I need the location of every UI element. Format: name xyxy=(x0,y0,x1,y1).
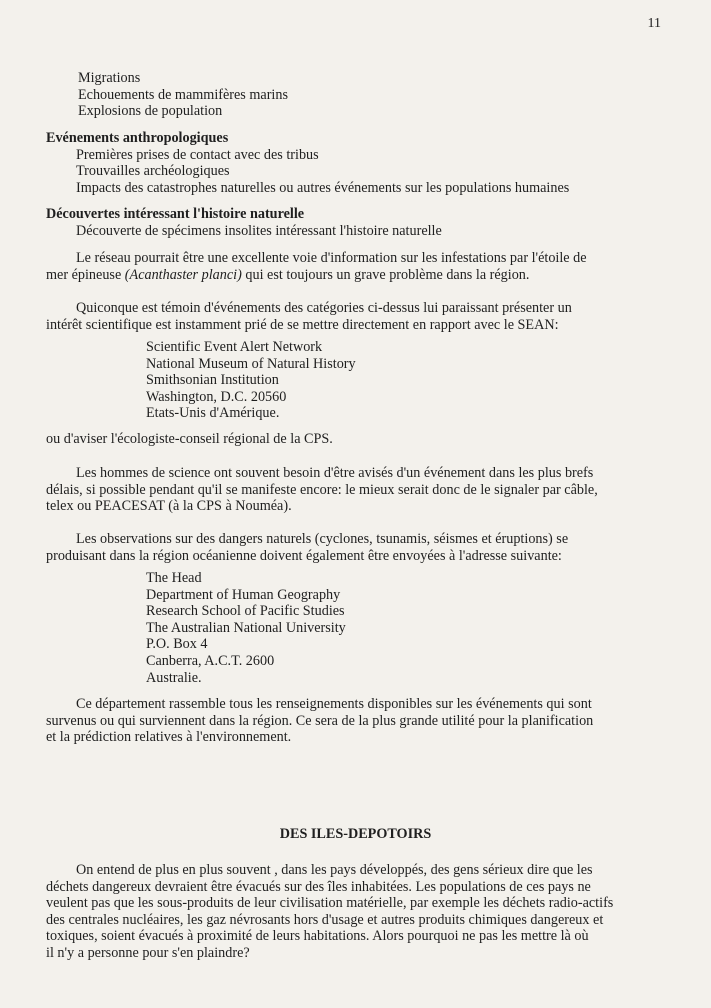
address-line: The Head xyxy=(146,570,202,586)
paragraph-line: telex ou PEACESAT (à la CPS à Nouméa). xyxy=(46,498,292,515)
list-item: Migrations xyxy=(78,70,141,86)
anthro-heading: Evénements anthropologiques xyxy=(46,130,229,146)
list-item: Trouvailles archéologiques xyxy=(76,163,230,180)
paragraph-line: intérêt scientifique est instamment prié de se mettre directement en rapport avec le SEAN: xyxy=(46,316,559,333)
paragraph-line: veulent pas que les sous-produits de leur civilisation matérielle, par exemple les déchets radio-actifs xyxy=(46,895,614,912)
address-line: Etats-Unis d'Amérique. xyxy=(146,405,280,422)
paragraph-line: il n'y a personne pour s'en plaindre? xyxy=(46,944,250,961)
address-line: P.O. Box 4 xyxy=(146,636,208,653)
list-item: Découverte de spécimens insolites intéressant l'histoire naturelle xyxy=(76,222,442,239)
paragraph-line: On entend de plus en plus souvent , dans les pays développés, des gens sérieux dire que les xyxy=(76,862,593,878)
paragraph-line: Le réseau pourrait être une excellente voie d'information sur les infestations par l'étoile de xyxy=(76,250,587,266)
address-line: National Museum of Natural History xyxy=(146,355,356,372)
address-line: Scientific Event Alert Network xyxy=(146,339,323,355)
address-line: Research School of Pacific Studies xyxy=(146,603,345,620)
address-line: Australie. xyxy=(146,669,202,686)
paragraph-line: délais, si possible pendant qu'il se manifeste encore: le mieux serait donc de le signaler par câble, xyxy=(46,481,598,498)
list-item: Echouements de mammifères marins xyxy=(78,86,288,103)
address-line: Washington, D.C. 20560 xyxy=(146,388,287,405)
ecologist-line: ou d'aviser l'écologiste-conseil régional de la CPS. xyxy=(46,431,333,447)
list-item: Explosions de population xyxy=(78,103,223,120)
anu-address xyxy=(146,570,346,686)
paragraph-line: Les observations sur des dangers naturels (cyclones, tsunamis, séismes et éruptions) se xyxy=(76,531,569,547)
paragraph-line: toxiques, soient évacués à proximité de leurs habitations. Alors pourquoi ne pas les mettre là où xyxy=(46,928,589,945)
hazards-paragraph xyxy=(46,531,568,564)
contact-paragraph xyxy=(46,300,572,333)
natural-history-section xyxy=(46,206,442,239)
list-item: Premières prises de contact avec des tribus xyxy=(76,146,319,163)
sean-address xyxy=(146,339,356,422)
address-line: Department of Human Geography xyxy=(146,586,341,603)
paragraph-line: déchets dangereux devraient être évacués sur des îles inhabitées. Les populations de ces pays ne xyxy=(46,878,591,895)
species-name: (Acanthaster planci) xyxy=(124,266,242,283)
paragraph-line: des centrales nucléaires, les gaz névrosants hors d'usage et autres produits chimiques dangereux et xyxy=(46,911,604,928)
anthro-section xyxy=(46,130,569,196)
address-line: Canberra, A.C.T. 2600 xyxy=(146,652,275,669)
section-title: DES ILES-DEPOTOIRS xyxy=(279,826,432,842)
paragraph-line: mer épineuse (Acanthaster planci) qui est toujours un grave problème dans la région. xyxy=(46,266,530,283)
dumping-paragraph xyxy=(46,862,613,962)
department-paragraph xyxy=(46,696,593,746)
address-line: The Australian National University xyxy=(146,619,346,636)
starfish-paragraph xyxy=(46,250,587,283)
paragraph-line: et la prédiction relatives à l'environnement. xyxy=(46,729,292,746)
paragraph-line: survenus ou qui surviennent dans la région. Ce sera de la plus grande utilité pour la planification xyxy=(46,712,594,729)
natural-history-heading: Découvertes intéressant l'histoire naturelle xyxy=(46,206,305,222)
paragraph-line: Quiconque est témoin d'événements des catégories ci-dessus lui paraissant présenter un xyxy=(76,300,572,316)
paragraph-line: produisant dans la région océanienne doivent également être envoyées à l'adresse suivante: xyxy=(46,547,562,564)
list-item: Impacts des catastrophes naturelles ou autres événements sur les populations humaines xyxy=(76,179,570,196)
address-line: Smithsonian Institution xyxy=(146,372,279,389)
natural-events-list xyxy=(48,70,288,120)
paragraph-line: Les hommes de science ont souvent besoin d'être avisés d'un événement dans les plus brefs xyxy=(76,465,594,481)
page-number: 11 xyxy=(647,16,661,31)
scientists-paragraph xyxy=(46,465,598,515)
paragraph-line: Ce département rassemble tous les renseignements disponibles sur les événements qui sont xyxy=(76,696,592,712)
